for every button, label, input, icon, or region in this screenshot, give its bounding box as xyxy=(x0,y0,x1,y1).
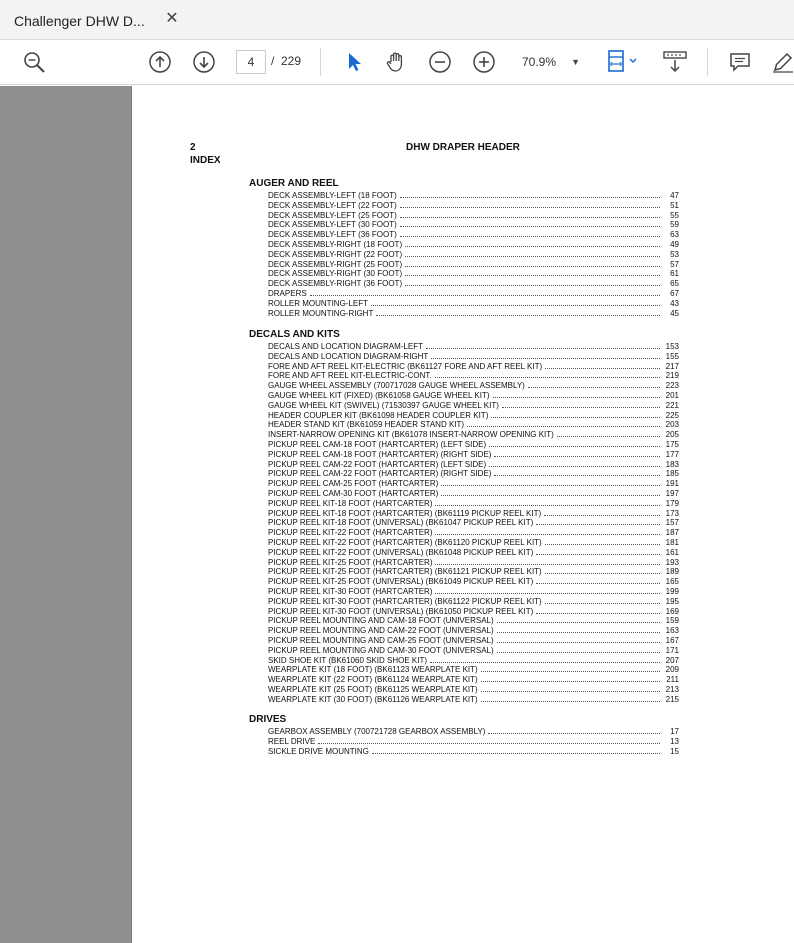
entry-name: PICKUP REEL KIT-25 FOOT (UNIVERSAL) (BK61049 PICKUP REEL KIT) xyxy=(268,577,534,587)
entry-page: 157 xyxy=(665,518,679,528)
entry-name: DECK ASSEMBLY-RIGHT (18 FOOT) xyxy=(268,239,403,249)
entry-name: PICKUP REEL KIT-22 FOOT (HARTCARTER) xyxy=(268,528,433,538)
index-entry[interactable] xyxy=(268,685,679,695)
index-entry[interactable] xyxy=(268,352,679,362)
entry-name: DECK ASSEMBLY-LEFT (25 FOOT) xyxy=(268,210,397,220)
dot-leader xyxy=(376,309,660,316)
dot-leader xyxy=(400,230,660,237)
dot-leader xyxy=(405,250,660,257)
draw-pen-icon[interactable] xyxy=(768,48,794,76)
index-entry[interactable] xyxy=(268,646,679,656)
dot-leader xyxy=(481,675,660,682)
index-entry[interactable] xyxy=(268,695,679,705)
entry-name: PICKUP REEL CAM-30 FOOT (HARTCARTER) xyxy=(268,488,439,498)
index-entry[interactable] xyxy=(268,636,679,646)
index-entry[interactable] xyxy=(268,460,679,470)
dot-leader xyxy=(536,518,660,525)
entry-name: DECALS AND LOCATION DIAGRAM-RIGHT xyxy=(268,351,429,361)
index-entry[interactable] xyxy=(268,747,679,757)
entry-name: FORE AND AFT REEL KIT-ELECTRIC (BK61127 FORE AND AFT REEL KIT) xyxy=(268,361,543,371)
index-entry[interactable] xyxy=(268,211,679,221)
index-entry[interactable] xyxy=(268,420,679,430)
entry-name: PICKUP REEL KIT-22 FOOT (UNIVERSAL) (BK61048 PICKUP REEL KIT) xyxy=(268,547,534,557)
entry-page: 55 xyxy=(670,210,679,220)
entry-page: 165 xyxy=(665,577,679,587)
entry-page: 65 xyxy=(670,279,679,289)
dot-leader xyxy=(497,636,660,643)
entry-name: PICKUP REEL MOUNTING AND CAM-30 FOOT (UNIVERSAL) xyxy=(268,645,494,655)
tab-bar xyxy=(0,0,794,40)
entry-name: PICKUP REEL CAM-22 FOOT (HARTCARTER) (RIGHT SIDE) xyxy=(268,469,492,479)
dot-leader xyxy=(441,489,660,496)
fit-page-icon[interactable] xyxy=(604,48,644,76)
entry-name: WEARPLATE KIT (25 FOOT) (BK61125 WEARPLATE KIT) xyxy=(268,684,478,694)
zoom-out-icon[interactable] xyxy=(425,48,455,76)
dot-leader xyxy=(536,548,660,555)
index-entry[interactable] xyxy=(268,230,679,240)
index-entry[interactable] xyxy=(268,656,679,666)
scroll-mode-icon[interactable] xyxy=(660,48,690,76)
dot-leader xyxy=(494,450,660,457)
dot-leader xyxy=(481,685,660,692)
index-entry[interactable] xyxy=(268,309,679,319)
entry-page: 209 xyxy=(665,665,679,675)
pdf-page xyxy=(131,86,794,943)
index-entry[interactable] xyxy=(268,430,679,440)
dot-leader xyxy=(435,499,660,506)
dot-leader xyxy=(405,240,660,247)
entry-name: DECK ASSEMBLY-RIGHT (36 FOOT) xyxy=(268,279,403,289)
entry-name: INSERT-NARROW OPENING KIT (BK61078 INSERT-NARROW OPENING KIT) xyxy=(268,430,554,440)
entry-page: 171 xyxy=(665,645,679,655)
zoom-level-value: 70.9% xyxy=(522,55,557,69)
entry-name: PICKUP REEL KIT-18 FOOT (HARTCARTER) xyxy=(268,498,433,508)
entry-page: 155 xyxy=(665,351,679,361)
dot-leader xyxy=(497,646,660,653)
toolbar xyxy=(0,40,794,85)
dot-leader xyxy=(430,656,660,663)
entry-page: 221 xyxy=(665,400,679,410)
document-viewer[interactable] xyxy=(0,86,794,943)
entry-name: DECALS AND LOCATION DIAGRAM-LEFT xyxy=(268,342,423,351)
entry-page: 17 xyxy=(670,727,679,736)
dot-leader xyxy=(435,558,660,565)
dot-leader xyxy=(489,440,660,447)
select-cursor-icon[interactable] xyxy=(338,48,368,76)
dot-leader xyxy=(545,362,660,369)
dot-leader xyxy=(497,626,660,633)
entry-name: GAUGE WHEEL ASSEMBLY (700717028 GAUGE WHEEL ASSEMBLY) xyxy=(268,381,525,391)
document-title: DHW DRAPER HEADER xyxy=(406,142,520,153)
dot-leader xyxy=(426,342,660,349)
zoom-level-dropdown[interactable] xyxy=(514,50,586,74)
dot-leader xyxy=(481,665,660,672)
entry-page: 49 xyxy=(670,239,679,249)
dot-leader xyxy=(435,528,660,535)
index-section xyxy=(249,177,679,318)
entry-name: PICKUP REEL CAM-22 FOOT (HARTCARTER) (LEFT SIDE) xyxy=(268,459,487,469)
entry-page: 53 xyxy=(670,249,679,259)
entry-page: 205 xyxy=(665,430,679,440)
dot-leader xyxy=(435,587,660,594)
zoom-in-icon[interactable] xyxy=(469,48,499,76)
entry-page: 15 xyxy=(670,746,679,756)
dot-leader xyxy=(497,616,660,623)
entry-name: GAUGE WHEEL KIT (FIXED) (BK61058 GAUGE WHEEL KIT) xyxy=(268,390,490,400)
index-entry[interactable] xyxy=(268,597,679,607)
entry-page: 163 xyxy=(665,626,679,636)
index-entry[interactable] xyxy=(268,528,679,538)
entry-page: 193 xyxy=(665,557,679,567)
entry-name: PICKUP REEL MOUNTING AND CAM-22 FOOT (UNIVERSAL) xyxy=(268,626,494,636)
entry-name: WEARPLATE KIT (30 FOOT) (BK61126 WEARPLATE KIT) xyxy=(268,694,478,704)
previous-page-icon[interactable] xyxy=(145,48,175,76)
entry-page: 203 xyxy=(665,420,679,430)
entry-name: PICKUP REEL KIT-30 FOOT (UNIVERSAL) (BK61050 PICKUP REEL KIT) xyxy=(268,606,534,616)
entry-page: 199 xyxy=(665,586,679,596)
dot-leader xyxy=(405,260,660,267)
entry-name: PICKUP REEL KIT-18 FOOT (UNIVERSAL) (BK61047 PICKUP REEL KIT) xyxy=(268,518,534,528)
dot-leader xyxy=(545,597,660,604)
entry-page: 57 xyxy=(670,259,679,269)
entry-name: WEARPLATE KIT (22 FOOT) (BK61124 WEARPLATE KIT) xyxy=(268,675,478,685)
entry-name: PICKUP REEL CAM-18 FOOT (HARTCARTER) (RIGHT SIDE) xyxy=(268,449,492,459)
entry-page: 191 xyxy=(665,479,679,489)
entry-name: DECK ASSEMBLY-LEFT (18 FOOT) xyxy=(268,191,397,200)
entry-page: 153 xyxy=(665,342,679,351)
entry-page: 63 xyxy=(670,230,679,240)
close-icon[interactable]: ✕ xyxy=(165,10,179,27)
dot-leader xyxy=(557,430,660,437)
comment-icon[interactable] xyxy=(725,48,755,76)
entry-page: 213 xyxy=(665,684,679,694)
entry-name: ROLLER MOUNTING-RIGHT xyxy=(268,308,374,318)
dot-leader xyxy=(400,220,660,227)
entry-name: PICKUP REEL KIT-18 FOOT (HARTCARTER) (BK61119 PICKUP REEL KIT) xyxy=(268,508,542,518)
section-title: AUGER AND REEL xyxy=(249,178,339,189)
entry-page: 47 xyxy=(670,191,679,200)
entry-page: 195 xyxy=(665,596,679,606)
dot-leader xyxy=(318,737,660,744)
dot-leader xyxy=(502,401,660,408)
index-entry[interactable] xyxy=(268,665,679,675)
index-entry[interactable] xyxy=(268,499,679,509)
index-entry[interactable] xyxy=(268,469,679,479)
index-entry[interactable] xyxy=(268,616,679,626)
dot-leader xyxy=(544,509,660,516)
index-entry[interactable] xyxy=(268,381,679,391)
dot-leader xyxy=(489,460,660,467)
entry-page: 225 xyxy=(665,410,679,420)
index-entry[interactable] xyxy=(268,191,679,201)
entry-page: 173 xyxy=(665,508,679,518)
index-entry[interactable] xyxy=(268,269,679,279)
document-tab[interactable] xyxy=(14,6,186,36)
dot-leader xyxy=(481,695,660,702)
entry-name: FORE AND AFT REEL KIT-ELECTRIC-CONT. xyxy=(268,371,432,381)
entry-page: 45 xyxy=(670,308,679,318)
entry-page: 201 xyxy=(665,390,679,400)
dot-leader xyxy=(494,469,660,476)
index-section xyxy=(249,328,679,704)
dot-leader xyxy=(400,211,660,218)
index-entry[interactable] xyxy=(268,391,679,401)
section-title: DRIVES xyxy=(249,714,287,725)
entry-page: 177 xyxy=(665,449,679,459)
entry-page: 187 xyxy=(665,528,679,538)
entry-name: DECK ASSEMBLY-LEFT (22 FOOT) xyxy=(268,200,397,210)
toolbar-divider xyxy=(320,48,321,76)
page-number-label: 2 xyxy=(190,142,196,153)
dot-leader xyxy=(528,381,660,388)
index-entry[interactable] xyxy=(268,675,679,685)
entry-page: 181 xyxy=(665,537,679,547)
entry-name: DECK ASSEMBLY-RIGHT (30 FOOT) xyxy=(268,269,403,279)
index-entry[interactable] xyxy=(268,279,679,289)
dot-leader xyxy=(400,201,660,208)
dot-leader xyxy=(441,479,660,486)
dot-leader xyxy=(467,420,660,427)
index-entry[interactable] xyxy=(268,727,679,737)
toolbar-divider xyxy=(707,48,708,76)
dot-leader xyxy=(371,299,660,306)
dot-leader xyxy=(310,289,660,296)
dot-leader xyxy=(536,607,660,614)
index-entry[interactable] xyxy=(268,607,679,617)
entry-page: 159 xyxy=(665,616,679,626)
entry-page: 167 xyxy=(665,635,679,645)
entry-page: 13 xyxy=(670,736,679,746)
entry-page: 183 xyxy=(665,459,679,469)
index-entry[interactable] xyxy=(268,220,679,230)
entry-name: GAUGE WHEEL KIT (SWIVEL) (71530397 GAUGE WHEEL KIT) xyxy=(268,400,499,410)
index-entry[interactable] xyxy=(268,558,679,568)
entry-page: 217 xyxy=(665,361,679,371)
entry-name: REEL DRIVE xyxy=(268,736,316,746)
entry-name: GEARBOX ASSEMBLY (700721728 GEARBOX ASSEMBLY) xyxy=(268,727,486,736)
index-entry[interactable] xyxy=(268,342,679,352)
entry-page: 215 xyxy=(665,694,679,704)
index-entry[interactable] xyxy=(268,518,679,528)
dot-leader xyxy=(431,352,660,359)
index-entry[interactable] xyxy=(268,509,679,519)
entry-name: SKID SHOE KIT (BK61060 SKID SHOE KIT) xyxy=(268,655,428,665)
index-entry[interactable] xyxy=(268,362,679,372)
entry-name: WEARPLATE KIT (18 FOOT) (BK61123 WEARPLATE KIT) xyxy=(268,665,478,675)
entry-page: 219 xyxy=(665,371,679,381)
index-entry[interactable] xyxy=(268,299,679,309)
entry-page: 197 xyxy=(665,488,679,498)
index-entry[interactable] xyxy=(268,401,679,411)
index-entry[interactable] xyxy=(268,440,679,450)
entry-name: PICKUP REEL KIT-22 FOOT (HARTCARTER) (BK61120 PICKUP REEL KIT) xyxy=(268,537,542,547)
dot-leader xyxy=(493,391,660,398)
index-entry[interactable] xyxy=(268,538,679,548)
index-entry[interactable] xyxy=(268,371,679,381)
entry-name: SICKLE DRIVE MOUNTING xyxy=(268,746,369,756)
entry-page: 169 xyxy=(665,606,679,616)
entry-page: 175 xyxy=(665,439,679,449)
entry-name: PICKUP REEL KIT-30 FOOT (HARTCARTER) (BK61122 PICKUP REEL KIT) xyxy=(268,596,542,606)
index-entry[interactable] xyxy=(268,626,679,636)
search-zoom-icon[interactable] xyxy=(19,48,49,76)
entry-page: 179 xyxy=(665,498,679,508)
index-entry[interactable] xyxy=(268,240,679,250)
index-label: INDEX xyxy=(190,155,221,166)
entry-name: DRAPERS xyxy=(268,288,307,298)
page-total: 229 xyxy=(281,54,302,68)
entry-page: 211 xyxy=(666,675,679,685)
dot-leader xyxy=(405,279,660,286)
entry-name: HEADER STAND KIT (BK61059 HEADER STAND KIT) xyxy=(268,420,465,430)
dot-leader xyxy=(435,371,660,378)
entry-name: DECK ASSEMBLY-LEFT (36 FOOT) xyxy=(268,230,397,240)
index-entry[interactable] xyxy=(268,737,679,747)
entry-page: 161 xyxy=(665,547,679,557)
entry-page: 59 xyxy=(670,220,679,230)
dot-leader xyxy=(400,191,660,198)
dot-leader xyxy=(545,567,660,574)
entry-name: PICKUP REEL CAM-18 FOOT (HARTCARTER) (LEFT SIDE) xyxy=(268,439,487,449)
entry-page: 223 xyxy=(665,381,679,391)
index-entry[interactable] xyxy=(268,587,679,597)
index-entry[interactable] xyxy=(268,450,679,460)
dot-leader xyxy=(488,727,660,734)
index-entry[interactable] xyxy=(268,548,679,558)
dot-leader xyxy=(536,577,660,584)
dot-leader xyxy=(491,411,660,418)
entry-page: 185 xyxy=(665,469,679,479)
next-page-icon[interactable] xyxy=(189,48,219,76)
index-entry[interactable] xyxy=(268,260,679,270)
entry-page: 207 xyxy=(665,655,679,665)
index-section xyxy=(249,713,679,756)
entry-name: PICKUP REEL CAM-25 FOOT (HARTCARTER) xyxy=(268,479,439,489)
section-title: DECALS AND KITS xyxy=(249,329,340,340)
entry-page: 51 xyxy=(670,200,679,210)
index-entry[interactable] xyxy=(268,250,679,260)
dot-leader xyxy=(405,269,660,276)
index-entry[interactable] xyxy=(268,489,679,499)
chevron-down-icon: ▼ xyxy=(571,57,580,67)
dot-leader xyxy=(372,747,660,754)
index-entry[interactable] xyxy=(268,577,679,587)
entry-name: DECK ASSEMBLY-RIGHT (22 FOOT) xyxy=(268,249,403,259)
index-entry[interactable] xyxy=(268,479,679,489)
entry-page: 43 xyxy=(670,298,679,308)
entry-name: DECK ASSEMBLY-RIGHT (25 FOOT) xyxy=(268,259,403,269)
index-entry[interactable] xyxy=(268,411,679,421)
dot-leader xyxy=(545,538,660,545)
entry-name: DECK ASSEMBLY-LEFT (30 FOOT) xyxy=(268,220,397,230)
entry-page: 61 xyxy=(670,269,679,279)
entry-name: PICKUP REEL MOUNTING AND CAM-18 FOOT (UNIVERSAL) xyxy=(268,616,494,626)
entry-name: HEADER COUPLER KIT (BK61098 HEADER COUPLER KIT) xyxy=(268,410,489,420)
page-separator: / xyxy=(271,54,275,68)
entry-name: PICKUP REEL KIT-30 FOOT (HARTCARTER) xyxy=(268,586,433,596)
entry-name: PICKUP REEL MOUNTING AND CAM-25 FOOT (UNIVERSAL) xyxy=(268,635,494,645)
entry-name: ROLLER MOUNTING-LEFT xyxy=(268,298,369,308)
entry-name: PICKUP REEL KIT-25 FOOT (HARTCARTER) (BK61121 PICKUP REEL KIT) xyxy=(268,567,542,577)
entry-page: 189 xyxy=(665,567,679,577)
entry-name: PICKUP REEL KIT-25 FOOT (HARTCARTER) xyxy=(268,557,433,567)
index-entry[interactable] xyxy=(268,289,679,299)
hand-tool-icon[interactable] xyxy=(381,48,411,76)
index-entry[interactable] xyxy=(268,567,679,577)
index-entry[interactable] xyxy=(268,201,679,211)
entry-page: 67 xyxy=(670,288,679,298)
tab-title: Challenger DHW D... xyxy=(14,13,145,29)
page-number-input[interactable]: 4 xyxy=(236,50,266,74)
